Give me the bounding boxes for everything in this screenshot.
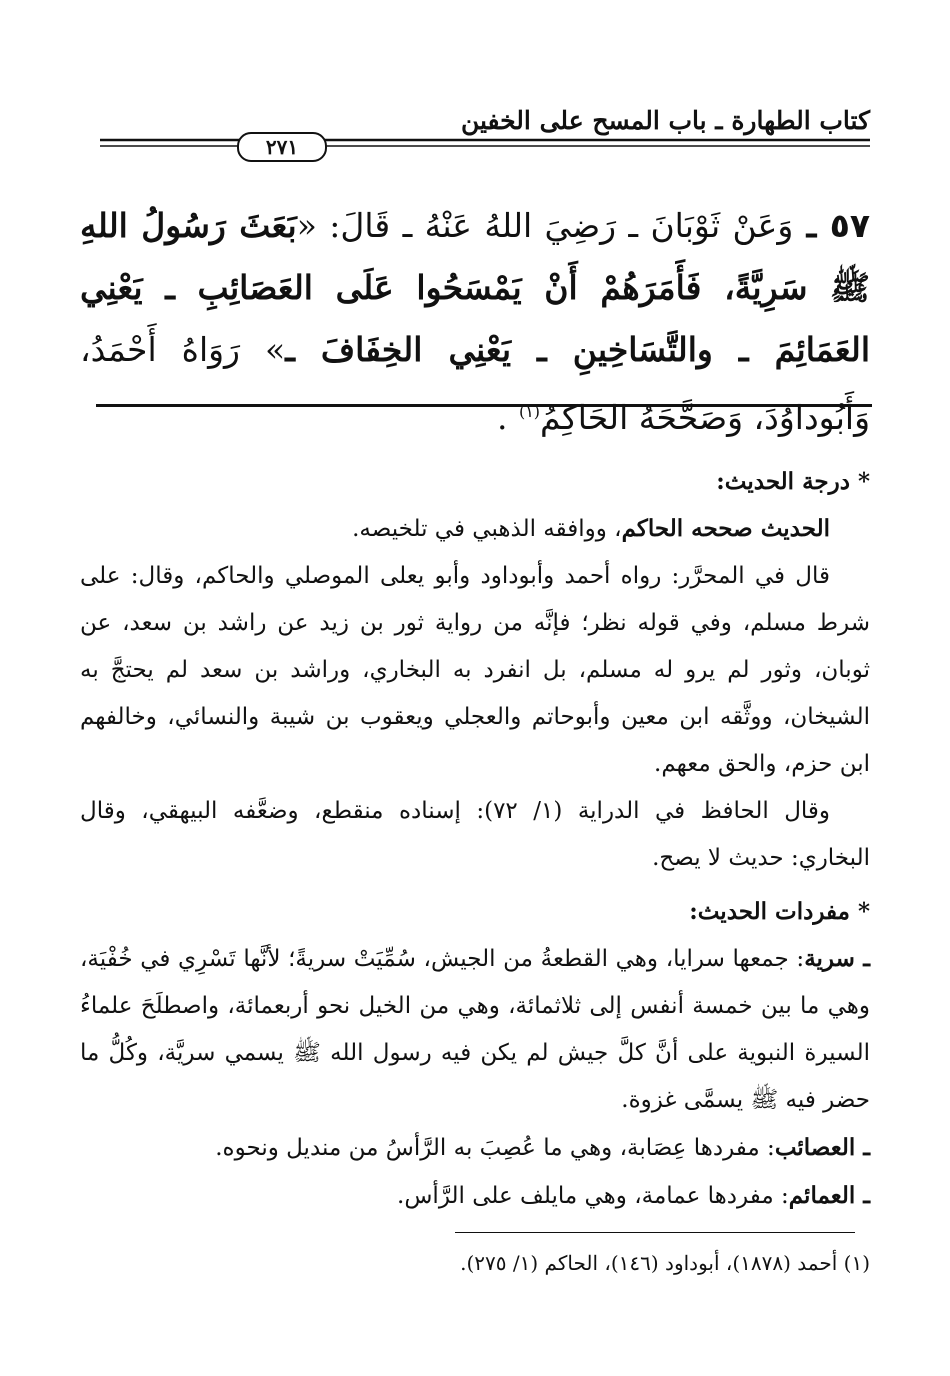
vocab-item-amaim xyxy=(80,1172,870,1220)
footnote-marker: (١) xyxy=(518,402,541,421)
hadith-number: ٥٧ xyxy=(829,206,870,245)
vocab-term: ـ العمائم xyxy=(788,1182,870,1209)
hadith-narrator: وَعَنْ ثَوْبَانَ ـ رَضِيَ اللهُ عَنْهُ ـ قَالَ: « xyxy=(296,206,794,245)
grade-summary-rest: ، ووافقه الذهبي في تلخيصه. xyxy=(352,516,622,542)
vocab-heading: * مفردات الحديث: xyxy=(689,898,870,925)
vocab-definition: : جمعها سرايا، وهي القطعةُ من الجيش، سُمِّيَتْ سريةً؛ لأنَّها تَسْرِي في خُفْيَة، وهي ما بين خمسة أنفس إلى ثلاثمائة، وهي من الخيل نحو أربعمائة، واصطلَحَ علماءُ السيرة النبوية على أنَّ كلَّ جيش لم يكن فيه رسول الله ﷺ يسمي سريَّة، وكُلُّ ما حضر فيه ﷺ يسمَّى غزوة. xyxy=(80,946,870,1113)
hadith-text xyxy=(80,195,870,449)
hadith-dash: ـ xyxy=(806,206,817,245)
footnote-rule xyxy=(455,1232,855,1233)
header-rule xyxy=(100,136,870,150)
footnote: (١) أحمد (١٨٧٨)، أبوداود (١٤٦)، الحاكم (١/ ٢٧٥). xyxy=(460,1251,870,1275)
vocab-term: ـ سرية xyxy=(804,945,870,972)
grade-summary: الحديث صححه الحاكم xyxy=(621,515,830,542)
grade-paragraph-2: قال في المحرَّر: رواه أحمد وأبوداود وأبو يعلى الموصلي والحاكم، وقال: على شرط مسلم، وفي قوله نظر؛ فإنَّه من رواية ثور بن زيد عن راشد بن سعد، عن ثوبان، وثور لم يرو له مسلم، بل انفرد به البخاري، وراشد بن سعد لم يحتجَّ به الشيخان، ووثَّقه ابن معين وأبوحاتم والعجلي ويعقوب بن شيبة والنسائي، وخالفهم ابن حزم، والحق معهم. xyxy=(80,563,870,777)
hadith-end: . xyxy=(496,398,508,437)
grade-paragraph-1 xyxy=(80,505,870,553)
hadith-matn: بَعَثَ رَسُولُ اللهِ ﷺ سَرِيَّةً، فَأَمَرَهُمْ أَنْ يَمْسَحُوا عَلَى العَصَائِبِ ـ يَعْنِي العَمَائِمَ ـ والتَّسَاخِينِ ـ يَعْنِي الخِفَافَ ـ xyxy=(80,206,870,369)
running-title: كتاب الطهارة ـ باب المسح على الخفين xyxy=(460,106,870,135)
grade-paragraph-3: وقال الحافظ في الدراية (١/ ٧٢): إسناده منقطع، وضعَّفه البيهقي، وقال البخاري: حديث لا يصح. xyxy=(80,798,870,871)
page-number: ٢٧١ xyxy=(237,132,327,162)
section-divider xyxy=(96,404,872,407)
page-header xyxy=(100,100,870,160)
vocab-definition: : مفردها عمامة، وهي مايلف على الرَّأس. xyxy=(397,1183,789,1209)
commentary xyxy=(80,452,870,1220)
vocab-item-asaib xyxy=(80,1124,870,1172)
hadith-takhrij: » رَوَاهُ أَحْمَدُ، وَأَبُوداوُدَ، وَصَحَّحَهُ الحَاكِمُ xyxy=(80,330,870,437)
vocab-item-sariyya xyxy=(80,935,870,1124)
grade-heading: * درجة الحديث: xyxy=(716,468,870,495)
vocab-term: ـ العصائب xyxy=(774,1134,870,1161)
vocab-definition: : مفردها عِصَابة، وهي ما عُصِبَ به الرَّأسُ من منديل ونحوه. xyxy=(215,1135,775,1161)
